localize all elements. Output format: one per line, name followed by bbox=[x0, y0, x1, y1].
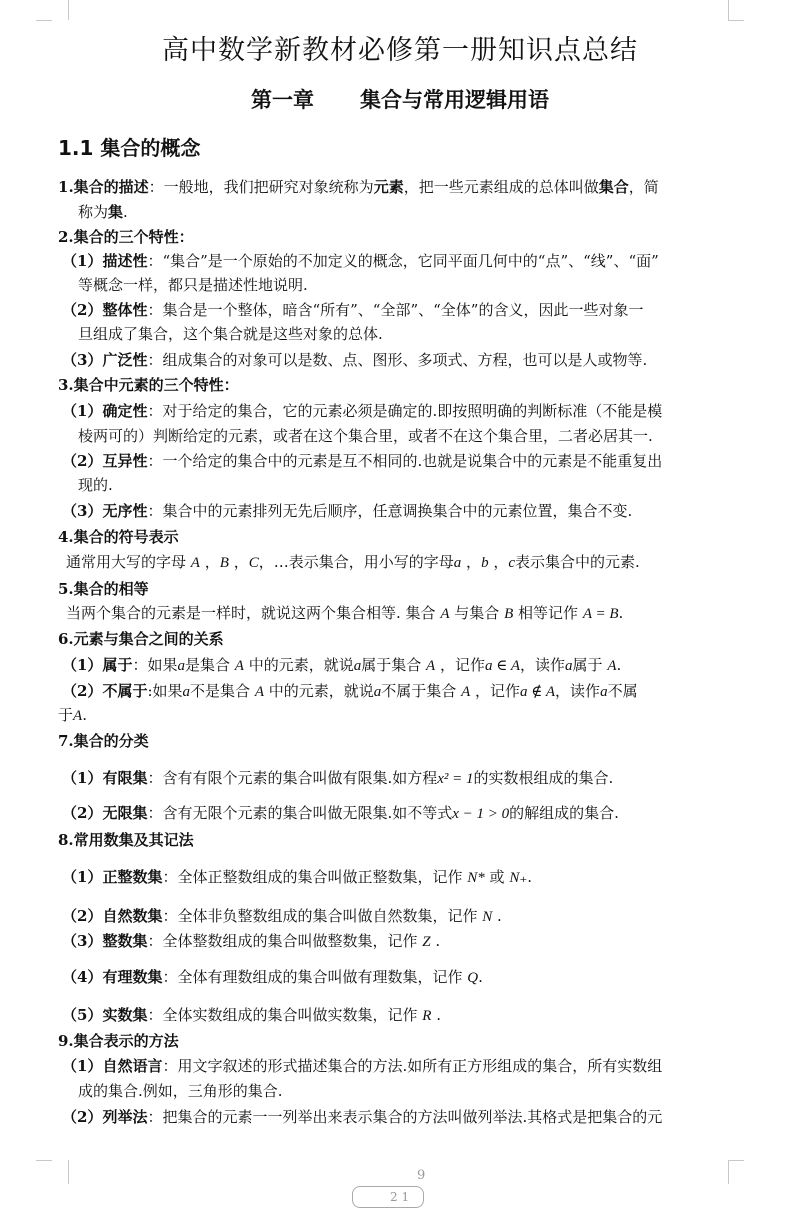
var: a bbox=[600, 684, 608, 700]
num: （5） bbox=[62, 1006, 103, 1024]
item-1-cont1: 称为 bbox=[78, 203, 109, 221]
term: 广泛性 bbox=[102, 351, 148, 369]
t: ：全体正整数组成的集合叫做正整数集，记作 bbox=[162, 868, 463, 886]
crop-mark-bottom-left-h bbox=[36, 1160, 52, 1161]
item-1-text2: ，把一些元素组成的总体叫做 bbox=[403, 178, 599, 196]
item-6-2 bbox=[62, 680, 638, 701]
t: 不属于集合 bbox=[381, 682, 457, 700]
num: （2） bbox=[62, 301, 103, 319]
item-9-2 bbox=[62, 1106, 662, 1127]
item-3-2-cont: 现的. bbox=[78, 476, 113, 494]
t: ，记作 bbox=[439, 656, 485, 674]
t: 于 bbox=[58, 706, 74, 724]
item-8-5 bbox=[62, 1004, 441, 1025]
page-box-text: 2 1 bbox=[390, 1190, 410, 1204]
t: ：全体非负整数组成的集合叫做自然数集，记作 bbox=[162, 907, 478, 925]
term: 属于 bbox=[102, 656, 133, 674]
t: ：用文字叙述的形式描述集合的方法.如所有正方形组成的集合，所有实数组 bbox=[162, 1057, 663, 1075]
var: A bbox=[190, 555, 200, 571]
item-5-heading: 5.集合的相等 bbox=[58, 580, 149, 598]
t: ：如果 bbox=[132, 656, 178, 674]
crop-mark-top-right-h bbox=[728, 20, 744, 21]
text: ：“集合”是一个原始的不加定义的概念，它同平面几何中的“点”、“线”、“面” bbox=[147, 252, 659, 270]
t: ，…表示集合，用小写的字母 bbox=[258, 553, 454, 571]
item-1-num: 1 bbox=[58, 178, 69, 196]
term: 自然数集 bbox=[102, 907, 163, 925]
term: 实数集 bbox=[102, 1006, 148, 1024]
num: （2） bbox=[62, 1108, 103, 1126]
item-8-heading: 8.常用数集及其记法 bbox=[58, 831, 194, 849]
item-7-heading: 7.集合的分类 bbox=[58, 732, 149, 750]
t: 不属 bbox=[607, 682, 638, 700]
t: . bbox=[497, 907, 502, 925]
t: . bbox=[618, 604, 624, 622]
t: ：把集合的元素一一列举出来表示集合的方法叫做列举法.其格式是把集合的元 bbox=[147, 1108, 663, 1126]
term: 自然语言 bbox=[102, 1057, 163, 1075]
page-number-box bbox=[352, 1186, 424, 1208]
t: ：全体有理数组成的集合叫做有理数集，记作 bbox=[162, 968, 463, 986]
term: 无序性 bbox=[102, 502, 148, 520]
var: A bbox=[254, 684, 264, 700]
item-8-4 bbox=[62, 966, 483, 987]
num: （2） bbox=[62, 682, 103, 700]
var: A bbox=[440, 606, 450, 622]
var: a bbox=[453, 555, 462, 571]
t: 的实数根组成的集合. bbox=[473, 769, 614, 787]
num: （4） bbox=[62, 968, 103, 986]
num: （3） bbox=[62, 502, 103, 520]
num: （2） bbox=[62, 452, 103, 470]
item-6-1 bbox=[62, 654, 621, 675]
var: A bbox=[426, 658, 436, 674]
t: :如果 bbox=[147, 682, 183, 700]
term: 确定性 bbox=[102, 402, 148, 420]
item-9-1-cont: 成的集合.例如，三角形的集合. bbox=[78, 1082, 283, 1100]
t: 当两个集合的元素是一样时，就说这两个集合相等. 集合 bbox=[66, 604, 436, 622]
var: C bbox=[248, 555, 259, 571]
var: a bbox=[182, 684, 191, 700]
item-8-1 bbox=[62, 866, 532, 887]
t: 属于集合 bbox=[361, 656, 422, 674]
keyword-set: 集合 bbox=[598, 178, 629, 196]
sym: N bbox=[482, 909, 493, 925]
item-1-line-1 bbox=[58, 176, 659, 197]
keyword-ji: 集 bbox=[108, 203, 124, 221]
var: b bbox=[481, 555, 489, 571]
chapter-heading bbox=[0, 84, 800, 114]
crop-mark-top-right bbox=[728, 0, 745, 20]
sym: N* bbox=[467, 870, 485, 886]
term: 无限集 bbox=[102, 804, 148, 822]
crop-mark-bottom-right-h bbox=[728, 1160, 744, 1161]
num: （1） bbox=[62, 1057, 103, 1075]
text: ：对于给定的集合，它的元素必须是确定的.即按照明确的判断标准（不能是模 bbox=[147, 402, 663, 420]
var: B bbox=[504, 606, 514, 622]
t: 相等记作 bbox=[518, 604, 579, 622]
expr: x − 1 > 0 bbox=[452, 806, 510, 822]
num: （1） bbox=[62, 769, 103, 787]
var: A bbox=[73, 708, 83, 724]
t: 表示集合中的元素. bbox=[515, 553, 640, 571]
num: （3） bbox=[62, 932, 103, 950]
item-8-2 bbox=[62, 905, 502, 926]
t: . bbox=[82, 706, 87, 724]
var: c bbox=[508, 555, 516, 571]
item-3-2 bbox=[62, 450, 662, 471]
t: ， bbox=[233, 553, 249, 571]
item-3-1-cont: 棱两可的）判断给定的元素，或者在这个集合里，或者不在这个集合里，二者必居其一. bbox=[78, 427, 653, 445]
item-2-2 bbox=[62, 299, 643, 320]
t: . bbox=[616, 656, 622, 674]
term: 有限集 bbox=[102, 769, 148, 787]
t: ：含有有限个元素的集合叫做有限集.如方程 bbox=[147, 769, 438, 787]
crop-mark-top-left-h bbox=[36, 20, 52, 21]
page-marker: 9 bbox=[417, 1168, 426, 1183]
section-heading: 1.1 集合的概念 bbox=[58, 136, 201, 160]
item-9-heading: 9.集合表示的方法 bbox=[58, 1032, 179, 1050]
t: 属于 bbox=[572, 656, 603, 674]
item-9-1 bbox=[62, 1055, 662, 1076]
num: （1） bbox=[62, 402, 103, 420]
t: . bbox=[435, 932, 441, 950]
t: ：全体实数组成的集合叫做实数集，记作 bbox=[147, 1006, 418, 1024]
term: 整数集 bbox=[102, 932, 148, 950]
item-7-1 bbox=[62, 767, 613, 788]
expr: a ∉ A bbox=[520, 684, 556, 700]
item-5-text bbox=[66, 602, 623, 623]
sym: R bbox=[422, 1008, 432, 1024]
sym: Z bbox=[422, 934, 431, 950]
var: A bbox=[234, 658, 244, 674]
term: 列举法 bbox=[102, 1108, 148, 1126]
item-6-heading: 6.元素与集合之间的关系 bbox=[58, 630, 224, 648]
text: ：一个给定的集合中的元素是互不相同的.也就是说集合中的元素是不能重复出 bbox=[147, 452, 663, 470]
sym: N₊ bbox=[509, 870, 528, 886]
t: 中的元素，就说 bbox=[268, 682, 374, 700]
t: 中的元素，就说 bbox=[248, 656, 354, 674]
t: 通常用大写的字母 bbox=[66, 553, 187, 571]
item-3-1 bbox=[62, 400, 662, 421]
item-1-line-2 bbox=[78, 201, 128, 222]
expr: x² = 1 bbox=[437, 771, 474, 787]
item-1-cont2: . bbox=[123, 203, 128, 221]
num: （1） bbox=[62, 252, 103, 270]
t: 不是集合 bbox=[190, 682, 251, 700]
var: B bbox=[219, 555, 229, 571]
item-1-term: .集合的描述 bbox=[68, 178, 149, 196]
var: a bbox=[353, 658, 362, 674]
page-title: 高中数学新教材必修第一册知识点总结 bbox=[162, 35, 638, 66]
item-2-2-cont: 旦组成了集合，这个集合就是这些对象的总体. bbox=[78, 325, 383, 343]
t: 或 bbox=[489, 868, 505, 886]
t: . bbox=[478, 968, 483, 986]
item-3-heading: 3.集合中元素的三个特性： bbox=[58, 376, 239, 394]
num: （2） bbox=[62, 907, 103, 925]
item-8-3 bbox=[62, 930, 440, 951]
item-2-1 bbox=[62, 250, 659, 271]
text: ：集合是一个整体，暗含“所有”、“全部”、“全体”的含义，因此一些对象一 bbox=[147, 301, 644, 319]
expr: A = B bbox=[582, 606, 619, 622]
item-1-text3: ，简 bbox=[628, 178, 659, 196]
item-1-text: ：一般地，我们把研究对象统称为 bbox=[148, 178, 374, 196]
chapter-number: 第一章 bbox=[251, 88, 314, 112]
t: 的解组成的集合. bbox=[509, 804, 619, 822]
item-4-heading: 4.集合的符号表示 bbox=[58, 528, 179, 546]
t: . bbox=[527, 868, 533, 886]
var: a bbox=[177, 658, 185, 674]
text: ：集合中的元素排列无先后顺序，任意调换集合中的元素位置，集合不变. bbox=[147, 502, 633, 520]
t: ， bbox=[204, 553, 220, 571]
crop-mark-bottom-right bbox=[728, 1160, 745, 1184]
term: 不属于 bbox=[102, 682, 148, 700]
num: （1） bbox=[62, 868, 103, 886]
t: ，读作 bbox=[555, 682, 601, 700]
item-4-text bbox=[66, 551, 640, 572]
text: ：组成集合的对象可以是数、点、图形、多项式、方程，也可以是人或物等. bbox=[147, 351, 648, 369]
sym: Q bbox=[467, 970, 479, 986]
term: 正整数集 bbox=[102, 868, 163, 886]
var: A bbox=[461, 684, 471, 700]
expr: a ∈ A bbox=[485, 658, 520, 674]
t: ，记作 bbox=[475, 682, 521, 700]
chapter-title: 集合与常用逻辑用语 bbox=[360, 88, 549, 112]
num: （2） bbox=[62, 804, 103, 822]
keyword-element: 元素 bbox=[373, 178, 404, 196]
term: 描述性 bbox=[102, 252, 148, 270]
t: ：含有无限个元素的集合叫做无限集.如不等式 bbox=[147, 804, 453, 822]
item-2-3 bbox=[62, 349, 647, 370]
t: ， bbox=[493, 553, 509, 571]
crop-mark-bottom-left bbox=[52, 1160, 69, 1184]
t: . bbox=[436, 1006, 441, 1024]
var: a bbox=[373, 684, 382, 700]
item-7-2 bbox=[62, 802, 619, 823]
item-2-1-cont: 等概念一样，都只是描述性地说明. bbox=[78, 276, 308, 294]
t: ， bbox=[466, 553, 482, 571]
crop-mark-top-left bbox=[52, 0, 69, 20]
item-6-2-cont bbox=[58, 704, 87, 725]
t: 是集合 bbox=[184, 656, 230, 674]
num: （1） bbox=[62, 656, 103, 674]
item-2-heading: 2.集合的三个特性： bbox=[58, 228, 194, 246]
var: A bbox=[607, 658, 617, 674]
t: ，读作 bbox=[520, 656, 566, 674]
t: ：全体整数组成的集合叫做整数集，记作 bbox=[147, 932, 418, 950]
term: 互异性 bbox=[102, 452, 148, 470]
var: a bbox=[565, 658, 573, 674]
term: 整体性 bbox=[102, 301, 148, 319]
t: 与集合 bbox=[454, 604, 500, 622]
num: （3） bbox=[62, 351, 103, 369]
item-3-3 bbox=[62, 500, 632, 521]
term: 有理数集 bbox=[102, 968, 163, 986]
